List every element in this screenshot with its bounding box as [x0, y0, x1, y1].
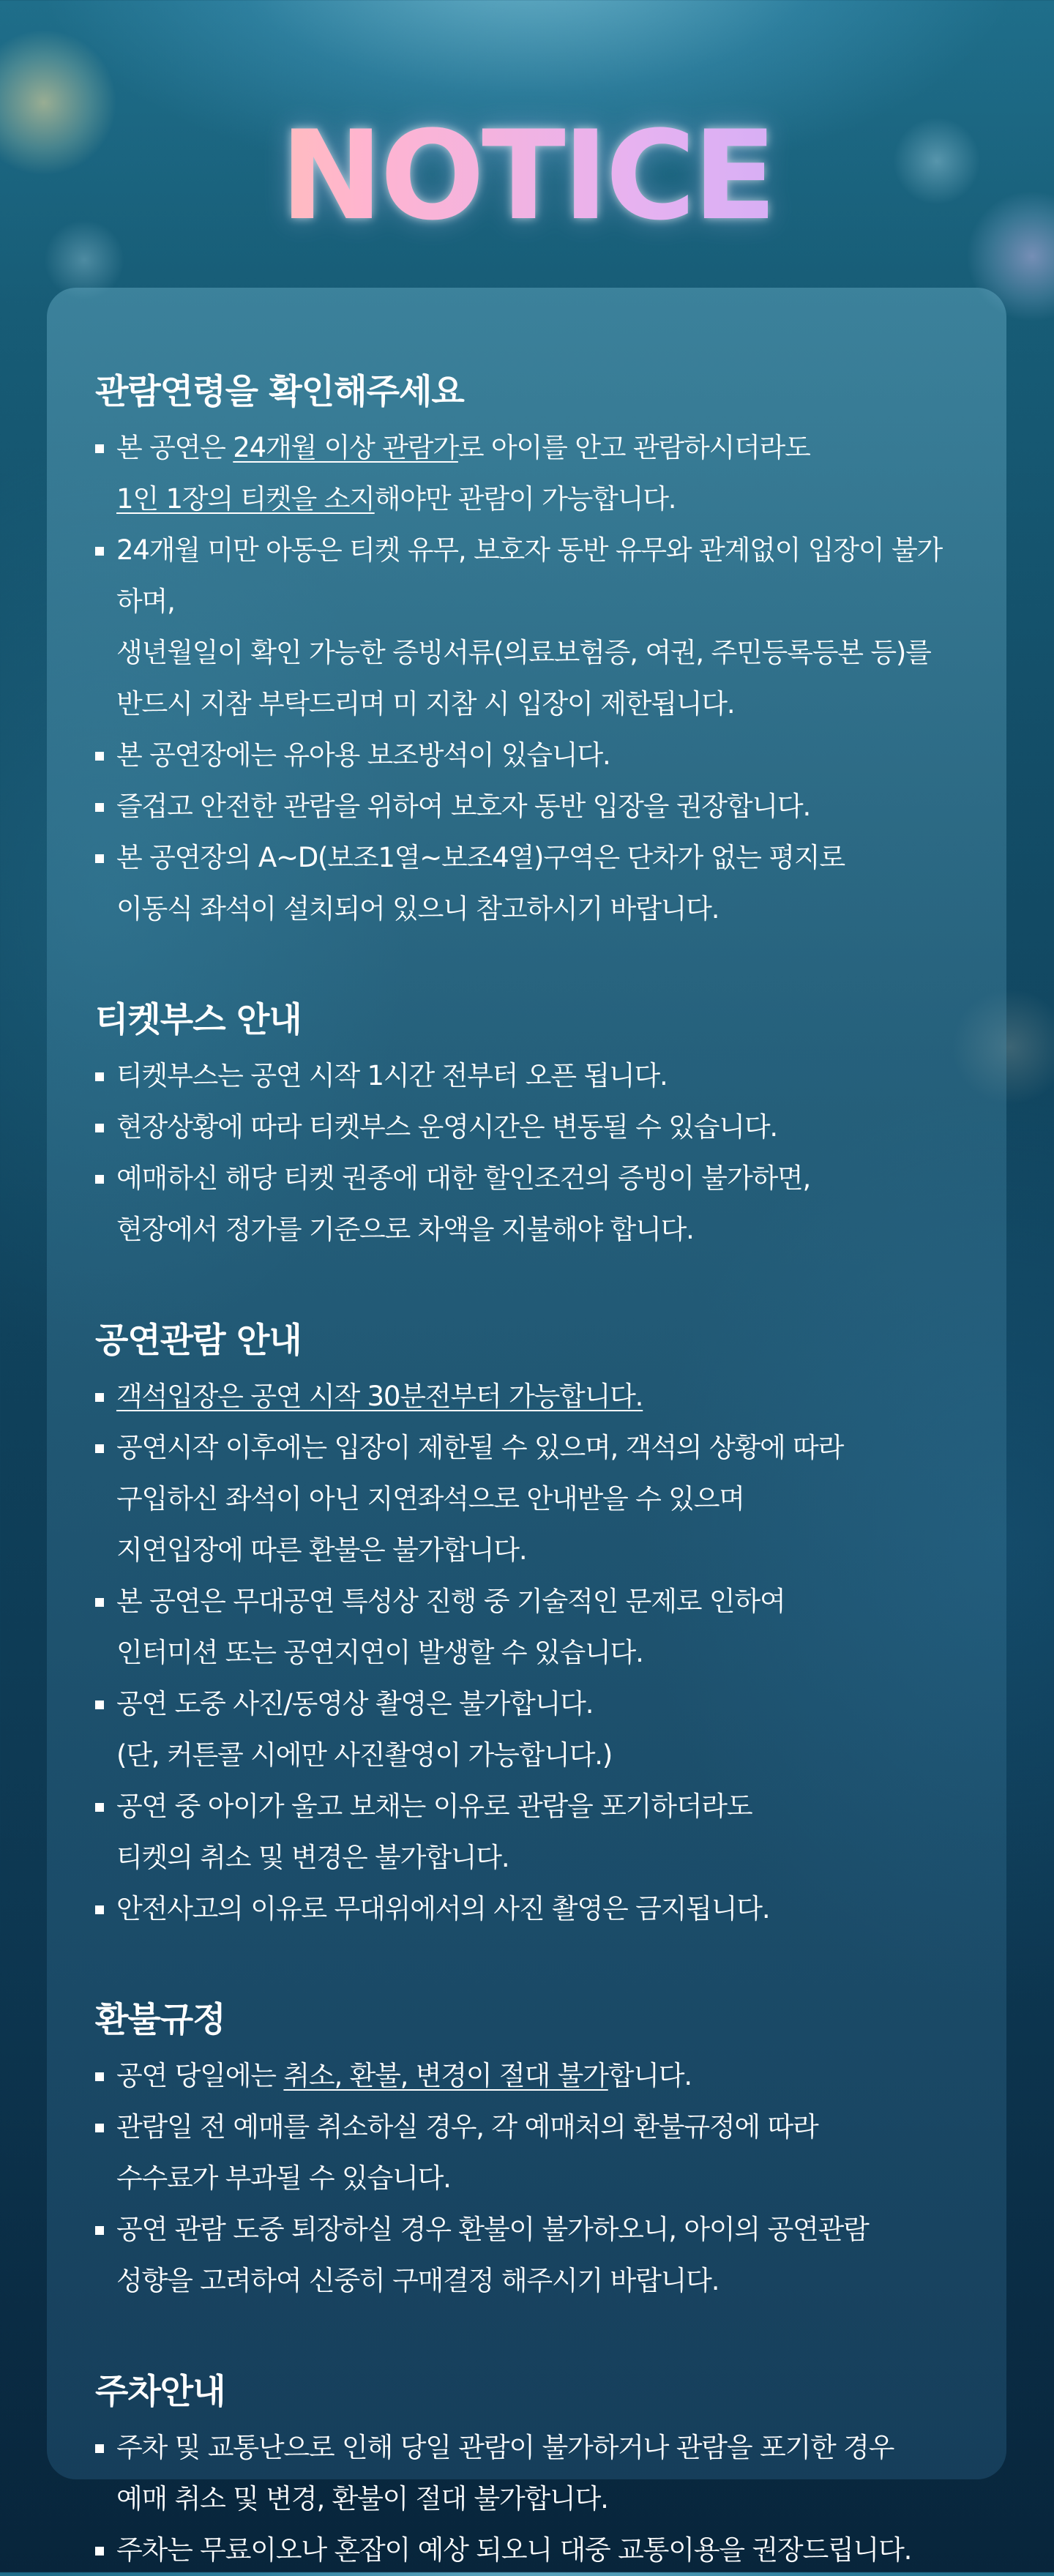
- notice-panel: [47, 288, 1006, 2566]
- list-item: 주차는 무료이오나 혼잡이 예상 되오니 대중 교통이용을 권장드립니다.: [95, 2525, 963, 2576]
- item-text: 본 공연은: [116, 432, 233, 463]
- list-item: 공연 관람 도중 퇴장하실 경우 환불이 불가하오니, 아이의 공연관람 성향을 고려하여 신중히 구매결정 해주시기 바랍니다.: [95, 2204, 963, 2307]
- item-text: 공연 당일에는: [116, 2060, 284, 2091]
- section-viewing-guide: [95, 1318, 963, 1935]
- list-item: 본 공연은 무대공연 특성상 진행 중 기술적인 문제로 인하여 인터미션 또는 공연지연이 발생할 수 있습니다.: [95, 1576, 963, 1679]
- list-item: 본 공연장에는 유아용 보조방석이 있습니다.: [95, 730, 963, 781]
- notice-list: [95, 1371, 963, 1935]
- section-refund-policy: [95, 1998, 963, 2307]
- list-item: 공연 중 아이가 울고 보채는 이유로 관람을 포기하더라도 티켓의 취소 및 변경은 불가합니다.: [95, 1781, 963, 1884]
- section-heading: 주차안내: [95, 2372, 225, 2412]
- list-item: [95, 422, 963, 525]
- list-item: 즐겁고 안전한 관람을 위하여 보호자 동반 입장을 권장합니다.: [95, 781, 963, 832]
- section-ticket-booth: [95, 998, 963, 1255]
- list-item: 티켓부스는 공연 시작 1시간 전부터 오픈 됩니다.: [95, 1050, 963, 1102]
- underlined-text: 객석입장은 공연 시작 30분전부터 가능합니다.: [116, 1381, 643, 1412]
- list-item: 안전사고의 이유로 무대위에서의 사진 촬영은 금지됩니다.: [95, 1884, 963, 1935]
- underlined-text: 1인 1장의 티켓을 소지: [116, 483, 375, 515]
- notice-list: [95, 2050, 963, 2307]
- list-item: 관람일 전 예매를 취소하실 경우, 각 예매처의 환불규정에 따라 수수료가 부과될 수 있습니다.: [95, 2102, 963, 2204]
- list-item: 예매하신 해당 티켓 권종에 대한 할인조건의 증빙이 불가하면, 현장에서 정가를 기준으로 차액을 지불해야 합니다.: [95, 1153, 963, 1255]
- list-item: [95, 2050, 963, 2102]
- list-item: 24개월 미만 아동은 티켓 유무, 보호자 동반 유무와 관계없이 입장이 불가하며, 생년월일이 확인 가능한 증빙서류(의료보험증, 여권, 주민등록등본 등)를 반드시 지참 부탁드리며 미 지참 시 입장이 제한됩니다.: [95, 525, 963, 730]
- notice-list: [95, 1050, 963, 1255]
- item-text: 로 아이를 안고 관람하시더라도: [457, 432, 810, 463]
- underlined-text: 24개월 이상 관람가: [233, 432, 458, 463]
- list-item: 공연 도중 사진/동영상 촬영은 불가합니다. (단, 커튼콜 시에만 사진촬영이 가능합니다.): [95, 1679, 963, 1781]
- section-parking: [95, 2370, 963, 2576]
- list-item: 본 공연장의 A~D(보조1열~보조4열)구역은 단차가 없는 평지로 이동식 좌석이 설치되어 있으니 참고하시기 바랍니다.: [95, 832, 963, 935]
- list-item: 공연시작 이후에는 입장이 제한될 수 있으며, 객석의 상황에 따라 구입하신 좌석이 아닌 지연좌석으로 안내받을 수 있으며 지연입장에 따른 환불은 불가합니다.: [95, 1422, 963, 1576]
- section-heading: 공연관람 안내: [95, 1321, 302, 1361]
- section-heading: 환불규정: [95, 2000, 225, 2040]
- section-age-notice: [95, 370, 963, 935]
- notice-list: [95, 422, 963, 935]
- list-item: 주차 및 교통난으로 인해 당일 관람이 불가하거나 관람을 포기한 경우 예매 취소 및 변경, 환불이 절대 불가합니다.: [95, 2422, 963, 2525]
- list-item: [95, 1371, 963, 1422]
- list-item: 현장상황에 따라 티켓부스 운영시간은 변동될 수 있습니다.: [95, 1102, 963, 1153]
- notice-list: [95, 2422, 963, 2576]
- item-text: 합니다.: [608, 2060, 692, 2091]
- item-text: 해야만 관람이 가능합니다.: [374, 483, 676, 515]
- notice-title: NOTICE: [0, 110, 1054, 242]
- section-heading: 관람연령을 확인해주세요: [95, 372, 464, 412]
- section-heading: 티켓부스 안내: [95, 1000, 302, 1040]
- underlined-text: 취소, 환불, 변경이 절대 불가: [283, 2060, 608, 2091]
